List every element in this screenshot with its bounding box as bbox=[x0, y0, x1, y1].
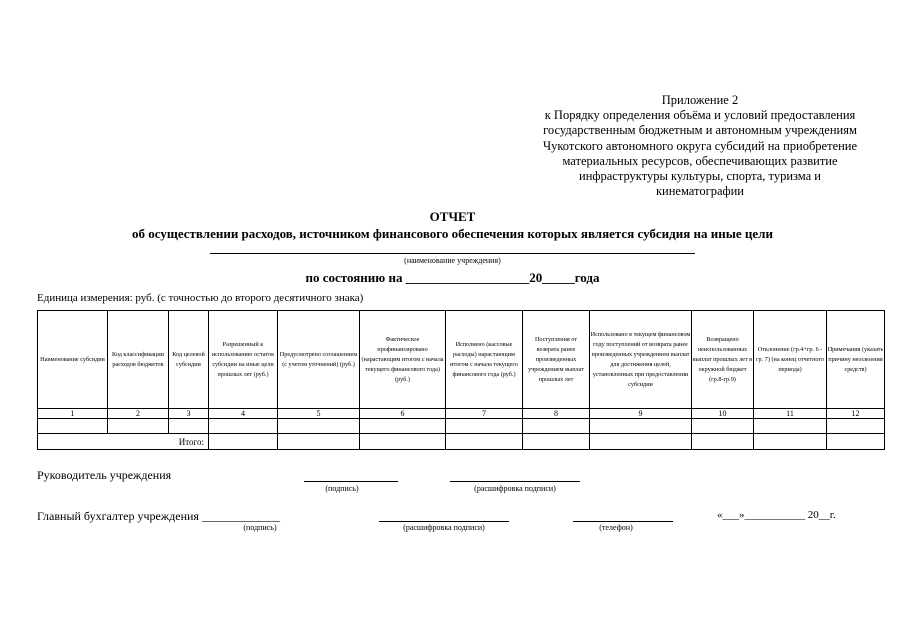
accountant-decode-caption: (расшифровка подписи) bbox=[403, 523, 485, 532]
table-cell[interactable] bbox=[692, 419, 754, 434]
column-number: 4 bbox=[209, 409, 278, 419]
accountant-signature-caption: (подпись) bbox=[243, 523, 277, 532]
institution-caption: (наименование учреждения) bbox=[404, 256, 501, 265]
table-cell[interactable] bbox=[523, 419, 590, 434]
appendix-line: кинематографии bbox=[655, 184, 744, 199]
table-cell[interactable] bbox=[590, 419, 692, 434]
date-field[interactable]: «___»___________ 20__г. bbox=[717, 509, 836, 521]
total-cell[interactable] bbox=[754, 434, 827, 450]
total-cell[interactable] bbox=[692, 434, 754, 450]
table-cell[interactable] bbox=[754, 419, 827, 434]
table-row bbox=[38, 419, 885, 434]
appendix-line: инфраструктуры культуры, спорта, туризма и bbox=[579, 169, 821, 184]
column-number: 11 bbox=[754, 409, 827, 419]
header-cell: Отклонение (гр.4+гр. 6 - гр. 7) (на конец отчетного периода) bbox=[754, 311, 827, 409]
column-number: 12 bbox=[827, 409, 885, 419]
head-label: Руководитель учреждения bbox=[37, 468, 172, 482]
institution-line bbox=[210, 253, 695, 254]
as-of-year: 20_____года bbox=[529, 270, 600, 285]
column-number-row bbox=[38, 409, 885, 419]
table-cell[interactable] bbox=[278, 419, 360, 434]
header-row bbox=[38, 311, 885, 409]
column-number: 7 bbox=[446, 409, 523, 419]
table-cell[interactable] bbox=[209, 419, 278, 434]
column-number: 1 bbox=[38, 409, 108, 419]
as-of-line bbox=[0, 270, 905, 286]
head-signature-caption: (подпись) bbox=[325, 484, 359, 493]
accountant-decode-line[interactable] bbox=[379, 521, 509, 522]
table-cell[interactable] bbox=[360, 419, 446, 434]
accountant-blank[interactable]: _____________ bbox=[201, 509, 280, 523]
column-number: 6 bbox=[360, 409, 446, 419]
column-number: 8 bbox=[523, 409, 590, 419]
column-number: 2 bbox=[108, 409, 169, 419]
total-cell[interactable] bbox=[590, 434, 692, 450]
appendix-line: Чукотского автономного округа субсидий на приобретение bbox=[542, 138, 858, 153]
accountant-label-text: Главный бухгалтер учреждения bbox=[37, 509, 199, 523]
header-cell: Использовано в текущем финансовом году поступлений от возврата ранее произведенных учреждением выплат для достижения целей, установленных при предоставлении субсидии bbox=[590, 311, 692, 409]
total-cell[interactable] bbox=[523, 434, 590, 450]
header-cell: Фактическое профинансировано (нарастающим итогом с начала текущего финансового года) (руб.) bbox=[360, 311, 446, 409]
unit-line: Единица измерения: руб. (с точностью до второго десятичного знака) bbox=[37, 292, 364, 304]
header-cell: Предусмотрено соглашением (с учетом уточнений) (руб.) bbox=[278, 311, 360, 409]
report-table bbox=[37, 310, 885, 450]
report-subtitle: об осуществлении расходов, источником финансового обеспечения которых является субсидия на иные цели bbox=[132, 226, 773, 241]
header-cell: Разрешенный к использованию остаток субсидии на иные цели прошлых лет (руб.) bbox=[209, 311, 278, 409]
header-cell: Код классификации расходов бюджетов bbox=[108, 311, 169, 409]
table-cell[interactable] bbox=[446, 419, 523, 434]
total-cell[interactable] bbox=[360, 434, 446, 450]
total-row bbox=[38, 434, 885, 450]
column-number: 10 bbox=[692, 409, 754, 419]
header-cell: Примечания (указать причину неосвоения средств) bbox=[827, 311, 885, 409]
column-number: 3 bbox=[169, 409, 209, 419]
table-cell[interactable] bbox=[827, 419, 885, 434]
total-label: Итого: bbox=[38, 434, 209, 450]
header-cell: Поступления от возврата ранее произведенных учреждением выплат прошлых лет bbox=[523, 311, 590, 409]
appendix-line: к Порядку определения объёма и условий предоставления bbox=[544, 108, 856, 123]
phone-caption: (телефон) bbox=[599, 523, 633, 532]
head-decode-line[interactable] bbox=[450, 481, 580, 482]
header-cell: Исполнено (кассовые расходы) нарастающим итогом с начала текущего финансового года (руб.) bbox=[446, 311, 523, 409]
as-of-blank: ___________________ bbox=[405, 270, 530, 285]
appendix-line: государственным бюджетным и автономным учреждениям bbox=[543, 123, 857, 138]
as-of-prefix: по состоянию на bbox=[305, 270, 403, 285]
appendix-line: материальных ресурсов, обеспечивающих развитие bbox=[562, 153, 838, 168]
head-signature-line[interactable] bbox=[304, 481, 398, 482]
table-cell[interactable] bbox=[108, 419, 169, 434]
total-cell[interactable] bbox=[446, 434, 523, 450]
header-cell: Наименование субсидии bbox=[38, 311, 108, 409]
column-number: 5 bbox=[278, 409, 360, 419]
table-cell[interactable] bbox=[38, 419, 108, 434]
table-cell[interactable] bbox=[169, 419, 209, 434]
appendix-block bbox=[520, 93, 880, 199]
accountant-label bbox=[37, 509, 280, 524]
total-cell[interactable] bbox=[278, 434, 360, 450]
column-number: 9 bbox=[590, 409, 692, 419]
total-cell[interactable] bbox=[827, 434, 885, 450]
header-cell: Возвращено неиспользованных выплат прошлых лет в окружной бюджет (гр.8-гр.9) bbox=[692, 311, 754, 409]
header-cell: Код целевой субсидии bbox=[169, 311, 209, 409]
appendix-line: Приложение 2 bbox=[661, 93, 739, 107]
head-decode-caption: (расшифровка подписи) bbox=[474, 484, 556, 493]
report-title: ОТЧЕТ bbox=[429, 209, 476, 224]
phone-line[interactable] bbox=[573, 521, 673, 522]
total-cell[interactable] bbox=[209, 434, 278, 450]
